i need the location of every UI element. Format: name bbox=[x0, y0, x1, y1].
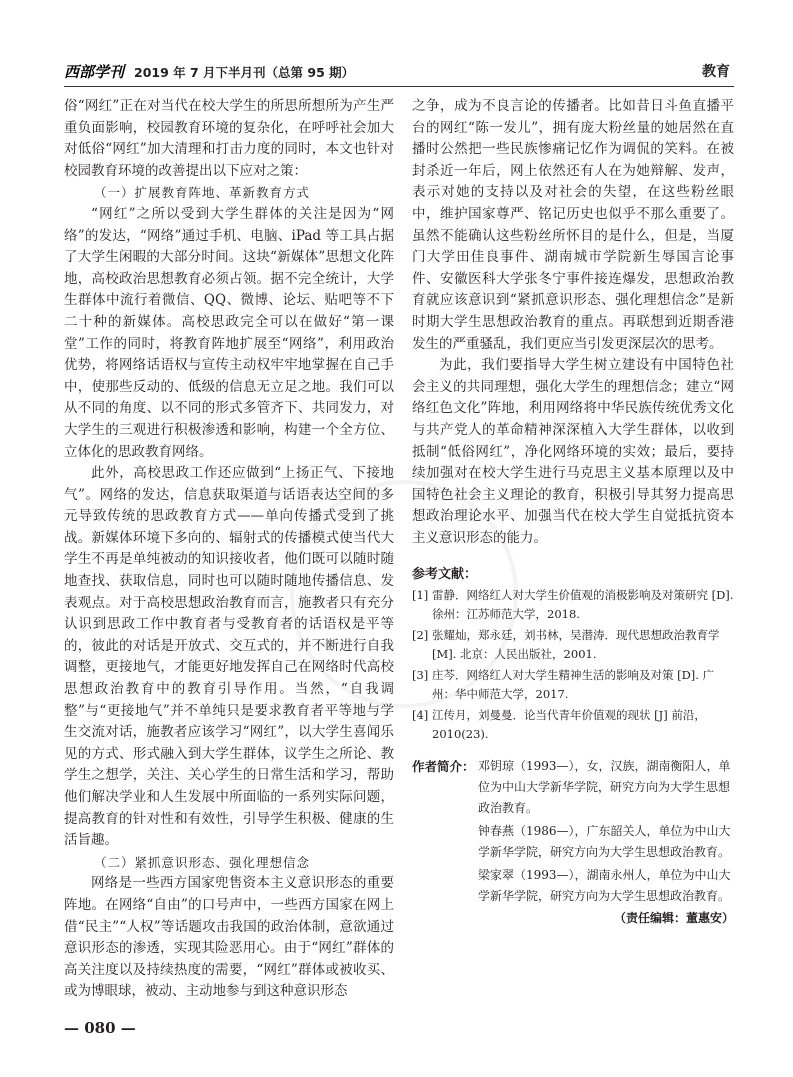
body-paragraph: 俗“网红”正在对当代在校大学生的所思所想所为产生严重负面影响，校园教育环境的复杂化，在呼呼社会加大对低俗“网红”加大清理和打击力度的同时，本文也针对校园教育环境的改善提出以下应对之策： bbox=[64, 98, 394, 179]
author-bio bbox=[412, 756, 734, 926]
page-number: — 080 — bbox=[64, 1019, 136, 1037]
body-paragraph: 之争，成为不良言论的传播者。比如昔日斗鱼直播平台的网红“陈一发儿”，拥有庞大粉丝量的她居然在直播时公然把一些民族惨痛记忆作为调侃的笑料。在被封杀近一年后，网上依然还有人在为她辩解、发声，表示对她的支持以及对社会的失望，在这些粉丝眼中，维护国家尊严、铭记历史也似乎不那么重要了。虽然不能确认这些粉丝所怀目的是什么，但是，当厦门大学田佳良事件、湖南城市学院新生辱国言论事件、安徽医科大学张冬宁事件接连爆发，思想政治教育就应该意识到“紧抓意识形态、强化理想信念”是新时期大学生思想政治教育的重点。再联想到近期香港发生的严重骚乱，我们更应当引发更深层次的思考。 bbox=[412, 98, 734, 352]
body-paragraph: 为此，我们要指导大学生树立建设有中国特色社会主义的共同理想，强化大学生的理想信念；建立“网络红色文化”阵地，利用网络将中华民族传统优秀文化与共产党人的革命精神深深植入大学生群体，以收到抵制“低俗网红”，净化网络环境的实效；最后，要持续加强对在校大学生进行马克思主义基本原理以及中国特色社会主义理论的教育，积极引导其努力提高思想政治理论水平、加强当代在校大学生自觉抵抗资本主义意识形态的能力。 bbox=[412, 357, 734, 546]
right-body bbox=[412, 96, 734, 549]
section-name: 教育 bbox=[702, 64, 730, 80]
body-paragraph: 此外，高校思政工作还应做到“上扬正气、下接地气”。网络的发达，信息获取渠道与话语表达空间的多元导致传统的思政教育方式——单向传播式受到了挑战。新媒体环境下多向的、辐射式的传播模式使当代大学生不再是单纯被动的知识接收者，他们既可以随时随地查找、获取信息，同时也可以随时随地传播信息、发表观点。对于高校思想政治教育而言，施教者只有充分认识到思政工作中教育者与受教育者的话语权是平等的，彼此的对话是开放式、交互式的，并不断进行自我调整，更接地气，才能更好地发挥自己在网络时代高校思想政治教育中的教育引导作用。当然，“自我调整”与“更接地气”并不单纯只是要求教育者平等地与学生交流对话，施教者应该学习“网红”，以大学生喜闻乐见的方式、形式融入到大学生群体，议学生之所论、教学生之想学，关注、关心学生的日常生活和学习，帮助他们解决学业和人生发展中所面临的一系列实际问题，提高教育的针对性和有效性，引导学生积极、健康的生活旨趣。 bbox=[64, 465, 394, 849]
author-label: 作者简介： bbox=[412, 759, 475, 775]
responsible-editor: （责任编辑：董惠安） bbox=[613, 911, 734, 926]
running-header bbox=[64, 61, 732, 83]
journal-logo: 西部学刊 bbox=[64, 63, 125, 81]
header-rule bbox=[64, 86, 734, 87]
author-entry: 梁家翠（1993—），湖南永州人，单位为中山大学新华学院，研究方向为大学生思想政治教育。 bbox=[478, 868, 731, 904]
subheading: （二）紧抓意识形态、强化理想信念 bbox=[94, 854, 311, 870]
body-paragraph: 网络是一些西方国家兜售资本主义意识形态的重要阵地。在网络“自由”的口号声中，一些西方国家在网上借“民主”“人权”等话题攻击我国的政治体制，意欲通过意识形态的渗透，实现其险恶用心。由于“网红”群体的高关注度以及持续热度的需要，“网红”群体或被收买、或为博眼球，被动、主动地参与到这种意识形态 bbox=[64, 875, 394, 1000]
author-entry: 钟春燕（1986—），广东韶关人，单位为中山大学新华学院，研究方向为大学生思想政治教育。 bbox=[478, 824, 731, 860]
left-column bbox=[64, 96, 394, 1000]
reference-item: [2] 张耀灿，郑永廷，刘书林，吴潜涛．现代思想政治教育学 [M]. 北京：人民出版社，2001. bbox=[412, 628, 720, 662]
body-paragraph: “网红”之所以受到大学生群体的关注是因为“网络”的发达，“网络”通过手机、电脑、iPad 等工具占据了大学生闲暇的大部分时间。这块“新媒体”思想文化阵地，高校政治思想教育必须占领。据不完全统计，大学生群体中流行着微信、QQ、微博、论坛、贴吧等不下二十种的新媒体。高校思政完全可以在做好“第一课堂”工作的同时，将教育阵地扩展至“网络”，利用政治优势，将网络话语权与宣传主动权牢牢地掌握在自己手中，使那些反动的、低级的信息无立足之地。我们可以从不同的角度、以不同的形式多管齐下、共同发力，对大学生的三观进行积极渗透和影响，构建一个全方位、立体化的思政教育网络。 bbox=[64, 205, 394, 460]
author-entries bbox=[478, 756, 734, 909]
reference-item: [3] 庄芩．网络红人对大学生精神生活的影响及对策 [D]. 广州：华中师范大学，2017. bbox=[412, 668, 715, 702]
references-list bbox=[412, 586, 734, 744]
issue-info: 2019 年 7 月下半月刊（总第 95 期） bbox=[134, 65, 355, 80]
author-entry: 邓钥琼（1993—），女，汉族，湖南衡阳人，单位为中山大学新华学院，研究方向为大学生思想政治教育。 bbox=[478, 759, 731, 816]
right-column bbox=[412, 96, 734, 926]
reference-item: [1] 雷静．网络红人对大学生价值观的消极影响及对策研究 [D]. 徐州：江苏师范大学，2018. bbox=[412, 588, 734, 622]
references-title: 参考文献： bbox=[412, 567, 478, 583]
subheading: （一）扩展教育阵地、革新教育方式 bbox=[94, 185, 311, 201]
reference-item: [4] 江传月，刘曼曼．论当代青年价值观的现状 [J] 前沿，2010(23). bbox=[412, 708, 706, 742]
